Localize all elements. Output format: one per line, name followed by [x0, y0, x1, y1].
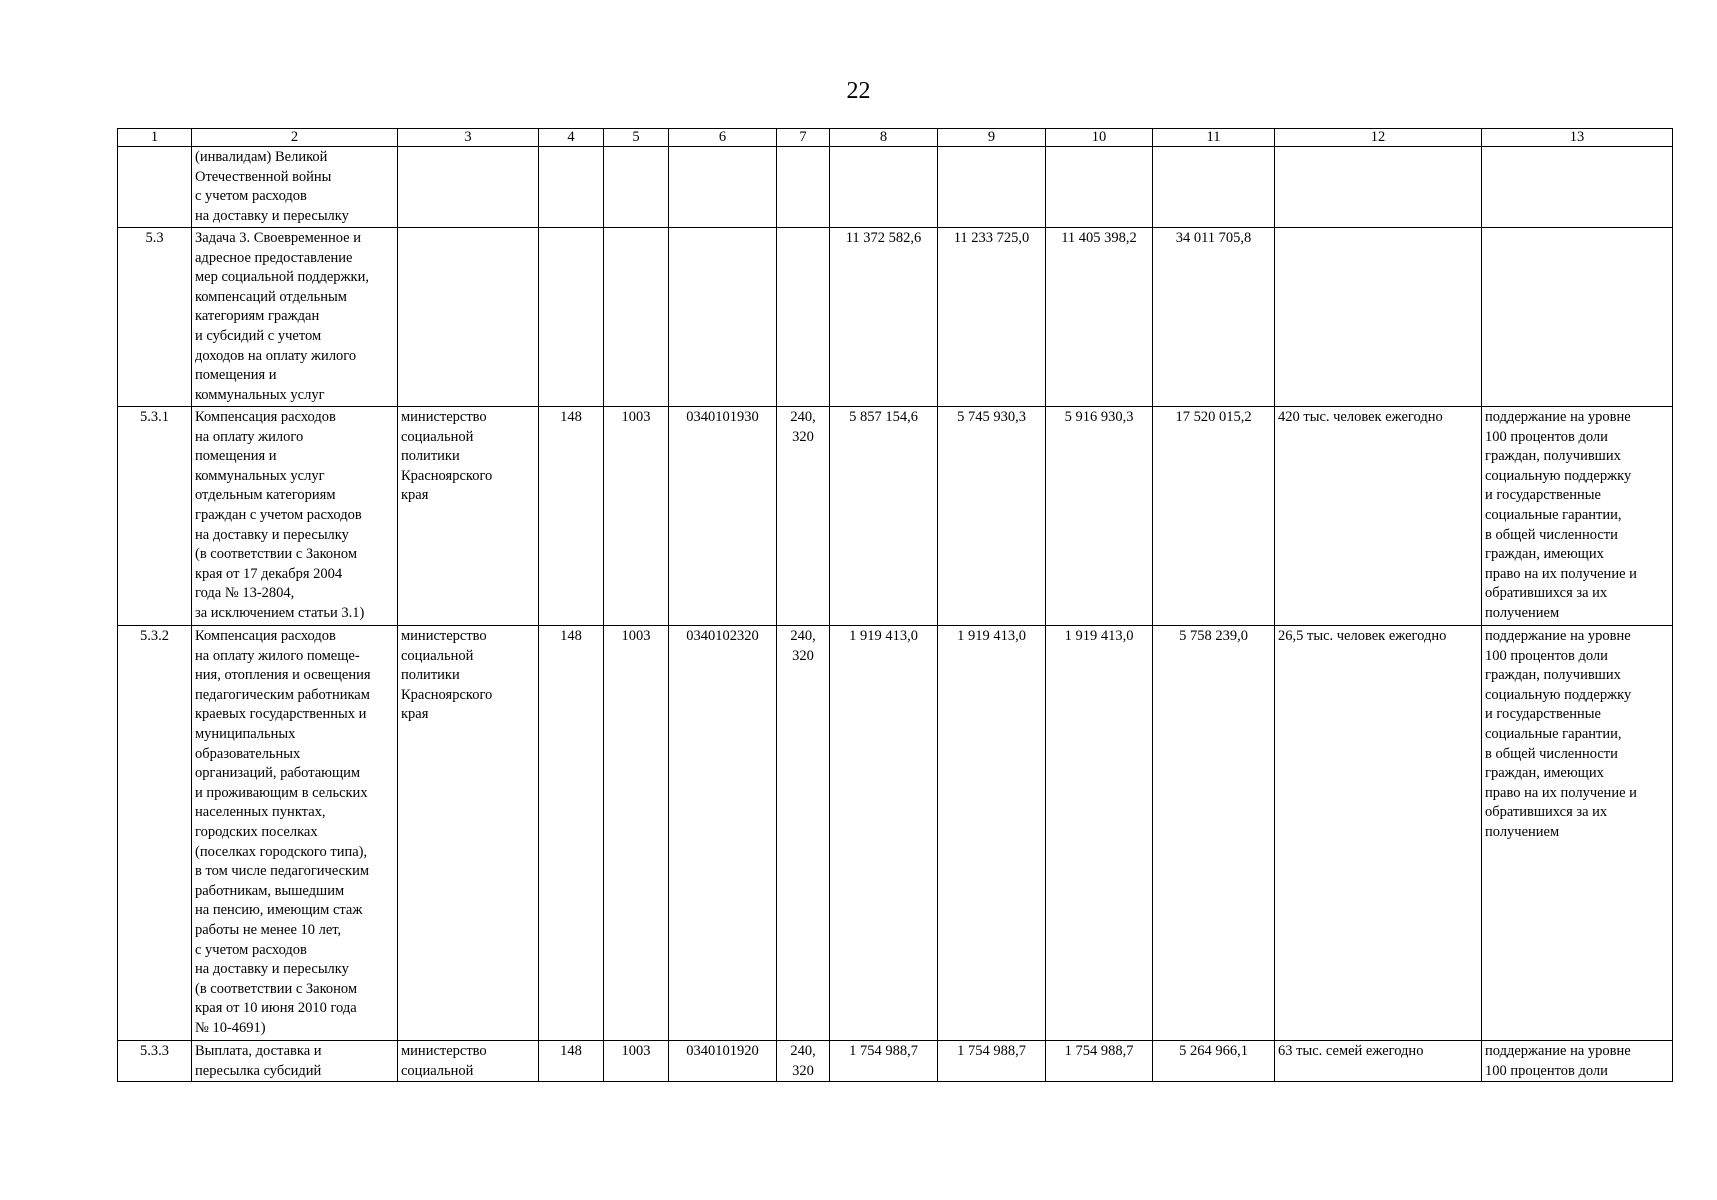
column-header: 1: [118, 129, 192, 147]
column-header: 11: [1153, 129, 1275, 147]
amount-year-2: 5 745 930,3: [938, 407, 1046, 626]
row-number: 5.3.3: [118, 1041, 192, 1082]
table-row: [118, 407, 1673, 626]
amount-year-3: 1 919 413,0: [1046, 626, 1153, 1041]
column-header: 9: [938, 129, 1046, 147]
code-target: [669, 147, 777, 228]
column-header: 4: [539, 129, 604, 147]
code-target: 0340101930: [669, 407, 777, 626]
measure-name: (инвалидам) Великой Отечественной войны с учетом расходов на доставку и пересылку: [192, 147, 398, 228]
row-number: 5.3: [118, 228, 192, 407]
amount-year-1: [830, 147, 938, 228]
code-section: [604, 147, 669, 228]
program-table: [117, 128, 1673, 1082]
table-row: [118, 1041, 1673, 1082]
amount-year-1: 5 857 154,6: [830, 407, 938, 626]
amount-year-3: 5 916 930,3: [1046, 407, 1153, 626]
amount-year-2: 11 233 725,0: [938, 228, 1046, 407]
expected-result: [1275, 228, 1482, 407]
amount-year-3: 1 754 988,7: [1046, 1041, 1153, 1082]
code-grbs: [539, 147, 604, 228]
amount-year-1: 1 754 988,7: [830, 1041, 938, 1082]
amount-total: 5 264 966,1: [1153, 1041, 1275, 1082]
amount-total: 17 520 015,2: [1153, 407, 1275, 626]
measure-name: Компенсация расходов на оплату жилого помеще- ния, отопления и освещения педагогическим работникам краевых государственных и муниципальных образовательных организаций, работающим и проживающим в сельских населенных пунктах, городских поселках (поселках городского типа), в том числе педагогическим работникам, вышедшим на пенсию, имеющим стаж работы не менее 10 лет, с учетом расходов на доставку и пересылку (в соответствии с Законом края от 10 июня 2010 года № 10-4691): [192, 626, 398, 1041]
code-section: 1003: [604, 626, 669, 1041]
code-section: [604, 228, 669, 407]
column-header: 13: [1482, 129, 1673, 147]
indicator-description: поддержание на уровне 100 процентов доли граждан, получивших социальную поддержку и государственные социальные гарантии, в общей численности граждан, имеющих право на их получение и обратившихся за их получением: [1482, 626, 1673, 1041]
table-row: [118, 626, 1673, 1041]
responsible-body: [398, 228, 539, 407]
code-expense-type: 240, 320: [777, 1041, 830, 1082]
code-expense-type: 240, 320: [777, 626, 830, 1041]
amount-year-3: [1046, 147, 1153, 228]
indicator-description: поддержание на уровне 100 процентов доли граждан, получивших социальную поддержку и государственные социальные гарантии, в общей численности граждан, имеющих право на их получение и обратившихся за их получением: [1482, 407, 1673, 626]
column-header: 2: [192, 129, 398, 147]
row-number: [118, 147, 192, 228]
column-header: 3: [398, 129, 539, 147]
indicator-description: поддержание на уровне 100 процентов доли: [1482, 1041, 1673, 1082]
row-number: 5.3.1: [118, 407, 192, 626]
responsible-body: министерство социальной политики Красноярского края: [398, 626, 539, 1041]
column-number-row: [118, 129, 1673, 147]
code-target: [669, 228, 777, 407]
code-section: 1003: [604, 1041, 669, 1082]
table-row: [118, 147, 1673, 228]
code-expense-type: 240, 320: [777, 407, 830, 626]
expected-result: 26,5 тыс. человек ежегодно: [1275, 626, 1482, 1041]
measure-name: Выплата, доставка и пересылка субсидий: [192, 1041, 398, 1082]
amount-year-1: 1 919 413,0: [830, 626, 938, 1041]
code-section: 1003: [604, 407, 669, 626]
amount-year-2: [938, 147, 1046, 228]
responsible-body: министерство социальной политики Красноярского края: [398, 407, 539, 626]
column-header: 8: [830, 129, 938, 147]
amount-total: [1153, 147, 1275, 228]
column-header: 5: [604, 129, 669, 147]
expected-result: 63 тыс. семей ежегодно: [1275, 1041, 1482, 1082]
column-header: 10: [1046, 129, 1153, 147]
code-grbs: 148: [539, 407, 604, 626]
code-expense-type: [777, 147, 830, 228]
column-header: 12: [1275, 129, 1482, 147]
indicator-description: [1482, 228, 1673, 407]
table-row: [118, 228, 1673, 407]
code-target: 0340102320: [669, 626, 777, 1041]
amount-year-1: 11 372 582,6: [830, 228, 938, 407]
code-grbs: 148: [539, 1041, 604, 1082]
responsible-body: министерство социальной: [398, 1041, 539, 1082]
indicator-description: [1482, 147, 1673, 228]
code-target: 0340101920: [669, 1041, 777, 1082]
amount-year-2: 1 919 413,0: [938, 626, 1046, 1041]
amount-total: 34 011 705,8: [1153, 228, 1275, 407]
expected-result: [1275, 147, 1482, 228]
expected-result: 420 тыс. человек ежегодно: [1275, 407, 1482, 626]
responsible-body: [398, 147, 539, 228]
page-number: 22: [846, 78, 871, 104]
amount-year-3: 11 405 398,2: [1046, 228, 1153, 407]
column-header: 6: [669, 129, 777, 147]
amount-year-2: 1 754 988,7: [938, 1041, 1046, 1082]
code-expense-type: [777, 228, 830, 407]
code-grbs: 148: [539, 626, 604, 1041]
measure-name: Компенсация расходов на оплату жилого помещения и коммунальных услуг отдельным категориям граждан с учетом расходов на доставку и пересылку (в соответствии с Законом края от 17 декабря 2004 года № 13-2804, за исключением статьи 3.1): [192, 407, 398, 626]
amount-total: 5 758 239,0: [1153, 626, 1275, 1041]
column-header: 7: [777, 129, 830, 147]
row-number: 5.3.2: [118, 626, 192, 1041]
measure-name: Задача 3. Своевременное и адресное предоставление мер социальной поддержки, компенсаций отдельным категориям граждан и субсидий с учетом доходов на оплату жилого помещения и коммунальных услуг: [192, 228, 398, 407]
code-grbs: [539, 228, 604, 407]
